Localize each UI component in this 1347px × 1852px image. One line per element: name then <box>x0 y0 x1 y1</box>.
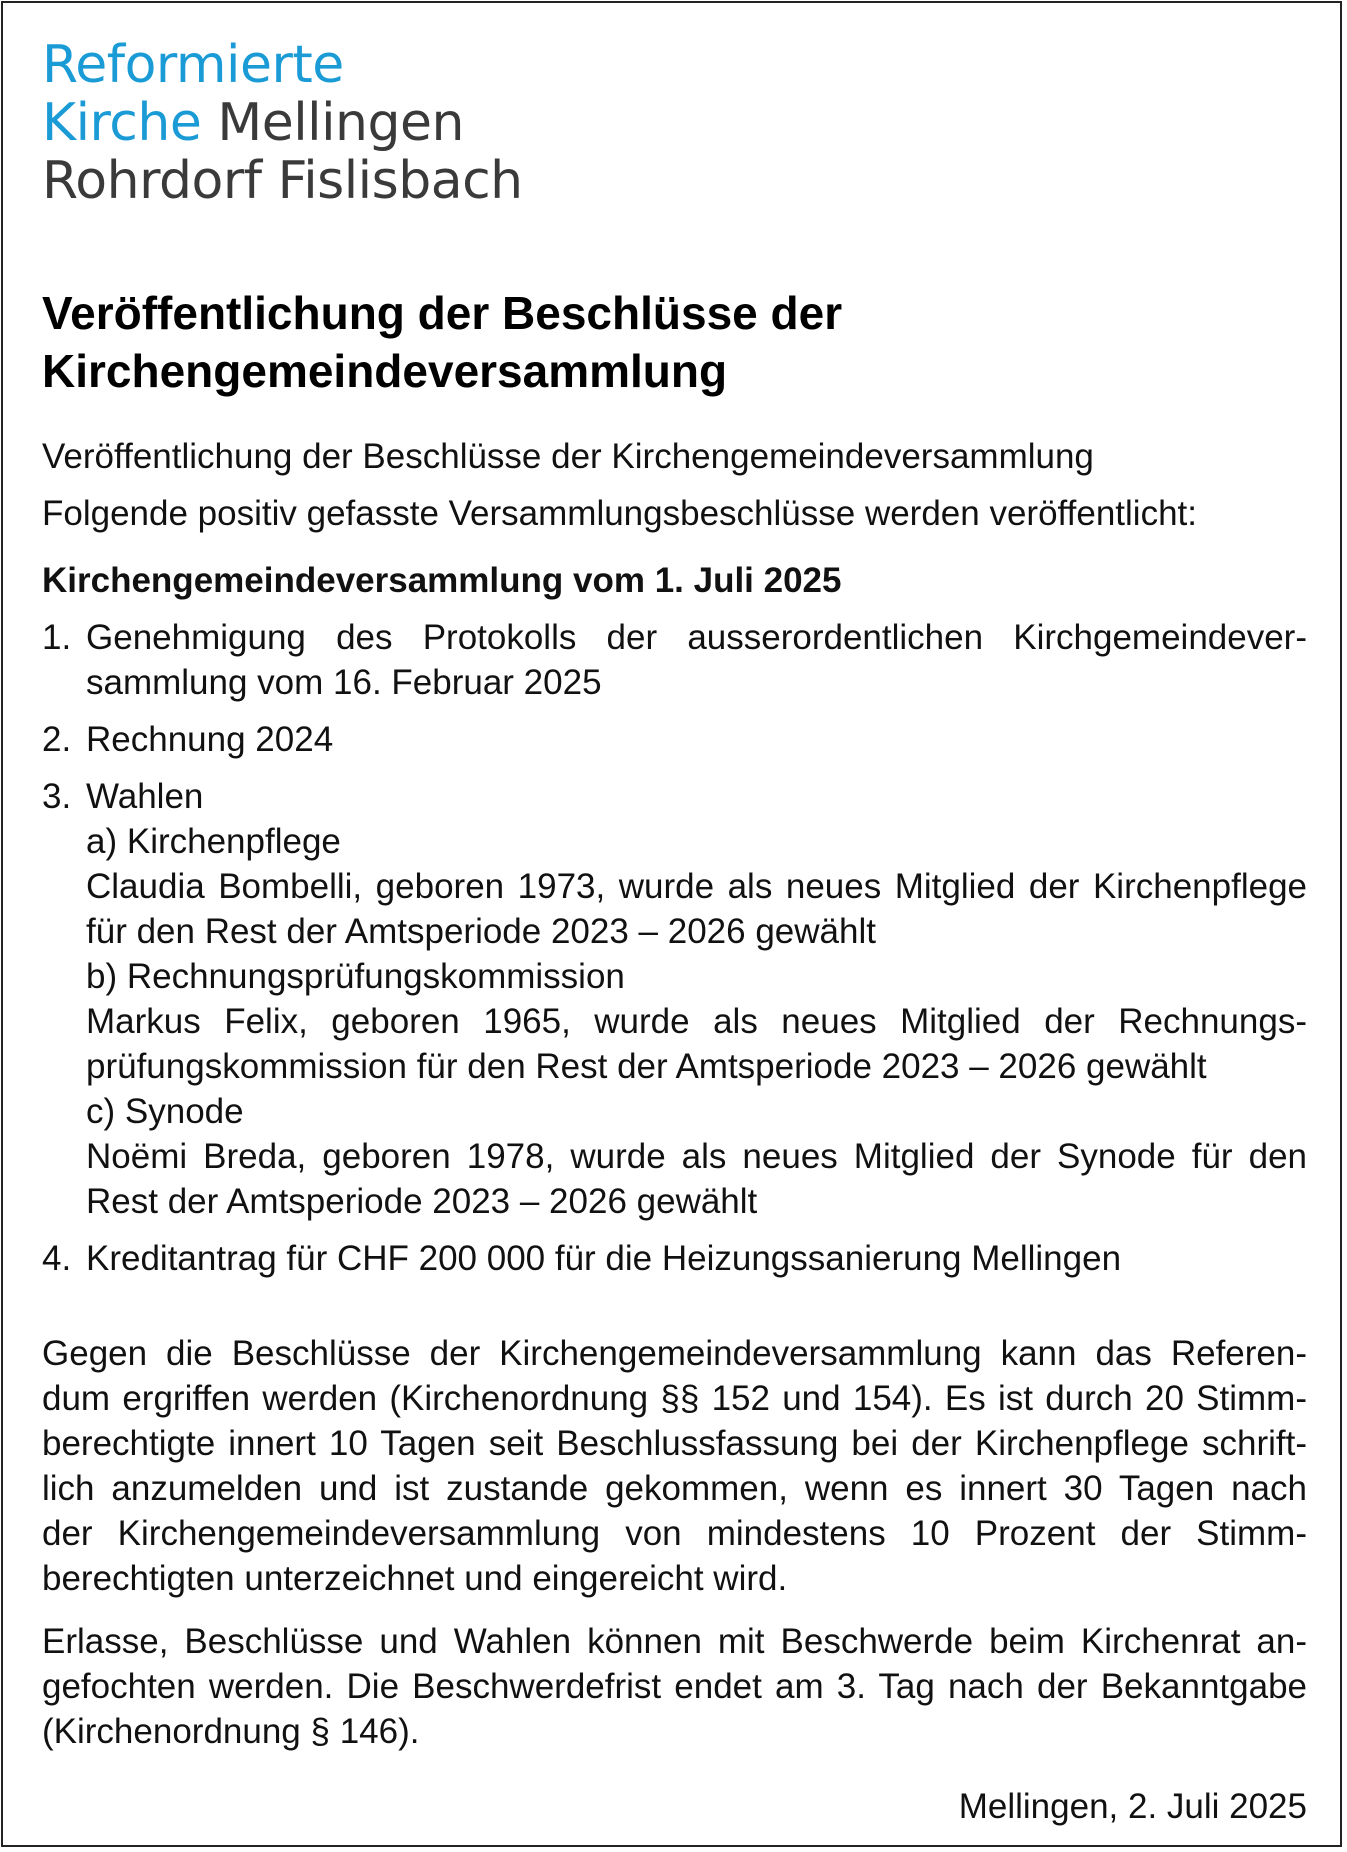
document-content <box>42 36 1307 1829</box>
election-text: Noëmi Breda, geboren 1978, wurde als neues Mitglied der Synode für den <box>86 1137 1307 1176</box>
election-label-kirchenpflege: a) Kirchenpflege <box>86 822 341 861</box>
place-and-date: Mellingen, 2. Juli 2025 <box>958 1787 1307 1826</box>
paragraph-line: berechtigten unterzeichnet und eingereicht wird. <box>42 1559 788 1598</box>
list-item <box>42 717 1307 762</box>
logo-word-rohrdorf-fislisbach: Rohrdorf Fislisbach <box>42 151 523 211</box>
item-number: 3. <box>42 777 72 816</box>
logo-word-kirche: Kirche <box>42 93 202 153</box>
paragraph-line: lich anzumelden und ist zustande gekommen, wenn es innert 30 Tagen nach <box>42 1469 1307 1508</box>
list-item <box>42 1236 1307 1281</box>
meeting-heading: Kirchengemeindeversammlung vom 1. Juli 2025 <box>42 561 842 600</box>
election-text: Markus Felix, geboren 1965, wurde als neues Mitglied der Rechnungs- <box>86 1002 1307 1041</box>
paragraph-line: dum ergriffen werden (Kirchenordnung §§ 152 und 154). Es ist durch 20 Stimm- <box>42 1379 1307 1418</box>
logo-word-reformierte: Reformierte <box>42 35 344 95</box>
item-text: Kreditantrag für CHF 200 000 für die Heizungssanierung Mellingen <box>86 1239 1122 1278</box>
election-text: für den Rest der Amtsperiode 2023 – 2026 gewählt <box>86 912 876 951</box>
item-number: 1. <box>42 618 72 657</box>
document-title <box>42 284 1307 400</box>
title-line-1: Veröffentlichung der Beschlüsse der <box>42 287 843 339</box>
logo-word-mellingen: Mellingen <box>217 93 464 153</box>
election-text: prüfungskommission für den Rest der Amtsperiode 2023 – 2026 gewählt <box>86 1047 1207 1086</box>
election-text: Claudia Bombelli, geboren 1973, wurde als neues Mitglied der Kirchenpflege <box>86 867 1307 906</box>
intro-line-2: Folgende positiv gefasste Versammlungsbeschlüsse werden veröffentlicht: <box>42 494 1197 533</box>
item-text: sammlung vom 16. Februar 2025 <box>86 663 602 702</box>
item-text: Rechnung 2024 <box>86 720 334 759</box>
appeal-paragraph <box>42 1619 1307 1754</box>
title-line-2: Kirchengemeindeversammlung <box>42 345 728 397</box>
election-text: Rest der Amtsperiode 2023 – 2026 gewählt <box>86 1182 758 1221</box>
intro-line-1: Veröffentlichung der Beschlüsse der Kirchengemeindeversammlung <box>42 437 1094 476</box>
item-text: Genehmigung des Protokolls der ausserordentlichen Kirchgemeindever- <box>86 618 1307 657</box>
list-item <box>42 774 1307 1224</box>
resolution-list <box>42 615 1307 1281</box>
item-number: 4. <box>42 1239 72 1278</box>
paragraph-line: Gegen die Beschlüsse der Kirchengemeindeversammlung kann das Referen- <box>42 1334 1307 1373</box>
referendum-paragraph <box>42 1331 1307 1601</box>
list-item <box>42 615 1307 705</box>
church-logo <box>42 36 1307 210</box>
election-label-rpk: b) Rechnungsprüfungskommission <box>86 957 625 996</box>
paragraph-line: (Kirchenordnung § 146). <box>42 1712 420 1751</box>
paragraph-line: der Kirchengemeindeversammlung von mindestens 10 Prozent der Stimm- <box>42 1514 1307 1553</box>
election-label-synode: c) Synode <box>86 1092 244 1131</box>
item-text: Wahlen <box>86 777 204 816</box>
paragraph-line: Erlasse, Beschlüsse und Wahlen können mit Beschwerde beim Kirchenrat an- <box>42 1622 1307 1661</box>
item-number: 2. <box>42 720 72 759</box>
paragraph-line: gefochten werden. Die Beschwerdefrist endet am 3. Tag nach der Bekanntgabe <box>42 1667 1307 1706</box>
paragraph-line: berechtigte innert 10 Tagen seit Beschlussfassung bei der Kirchenpflege schrift- <box>42 1424 1307 1463</box>
